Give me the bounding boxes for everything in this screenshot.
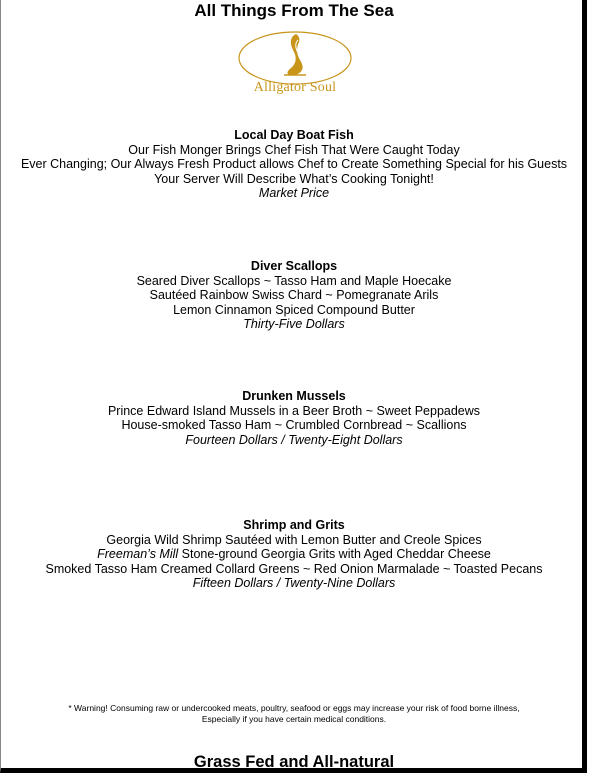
dish-name: Local Day Boat Fish [234, 128, 354, 142]
dish-description-line [0, 547, 588, 562]
dish-description-line: Ever Changing; Our Always Fresh Product allows Chef to Create Something Special for his Guests [20, 157, 568, 172]
section-title: All Things From The Sea [194, 1, 394, 20]
dish-diver-scallops [0, 259, 588, 332]
next-section-title: Grass Fed and All-natural [193, 753, 395, 771]
dish-price: Fourteen Dollars / Twenty-Eight Dollars [185, 432, 403, 447]
dish-description-line: Sautéed Rainbow Swiss Chard ~ Pomegranate Arils [149, 288, 439, 303]
dish-name: Shrimp and Grits [243, 518, 345, 532]
dish-description-line: Georgia Wild Shrimp Sautéed with Lemon Butter and Creole Spices [106, 532, 482, 547]
dish-description-line: Our Fish Monger Brings Chef Fish That Were Caught Today [128, 142, 460, 157]
dish-name: Diver Scallops [250, 259, 338, 273]
dish-description-line: Your Server Will Describe What’s Cooking Tonight! [154, 171, 434, 186]
dish-local-day-boat-fish [0, 128, 588, 201]
dish-description-line: House-smoked Tasso Ham ~ Crumbled Cornbread ~ Scallions [121, 418, 467, 433]
warning-line: Especially if you have certain medical conditions. [201, 714, 387, 724]
dish-shrimp-and-grits [0, 518, 588, 591]
dish-description-rest: Stone-ground Georgia Grits with Aged Cheddar Cheese [178, 547, 491, 562]
mill-name: Freeman’s Mill [97, 547, 179, 562]
alligator-soul-logo [236, 28, 354, 102]
dish-description-line: Seared Diver Scallops ~ Tasso Ham and Maple Hoecake [136, 273, 452, 288]
dish-price: Thirty-Five Dollars [243, 317, 345, 332]
dish-description-line: Prince Edward Island Mussels in a Beer Broth ~ Sweet Peppadews [107, 403, 481, 418]
dish-name: Drunken Mussels [242, 389, 346, 403]
dish-price: Fifteen Dollars / Twenty-Nine Dollars [192, 576, 396, 591]
logo-text: Alligator Soul [253, 80, 337, 95]
dish-description-line: Smoked Tasso Ham Creamed Collard Greens ~ Red Onion Marmalade ~ Toasted Pecans [45, 561, 543, 576]
dish-drunken-mussels [0, 389, 588, 447]
dish-price: Market Price [258, 186, 330, 201]
warning-line: * Warning! Consuming raw or undercooked meats, poultry, seafood or eggs may increase your risk of food borne illness, [68, 703, 520, 713]
food-safety-warning [0, 703, 588, 725]
dish-description-line: Lemon Cinnamon Spiced Compound Butter [173, 302, 415, 317]
